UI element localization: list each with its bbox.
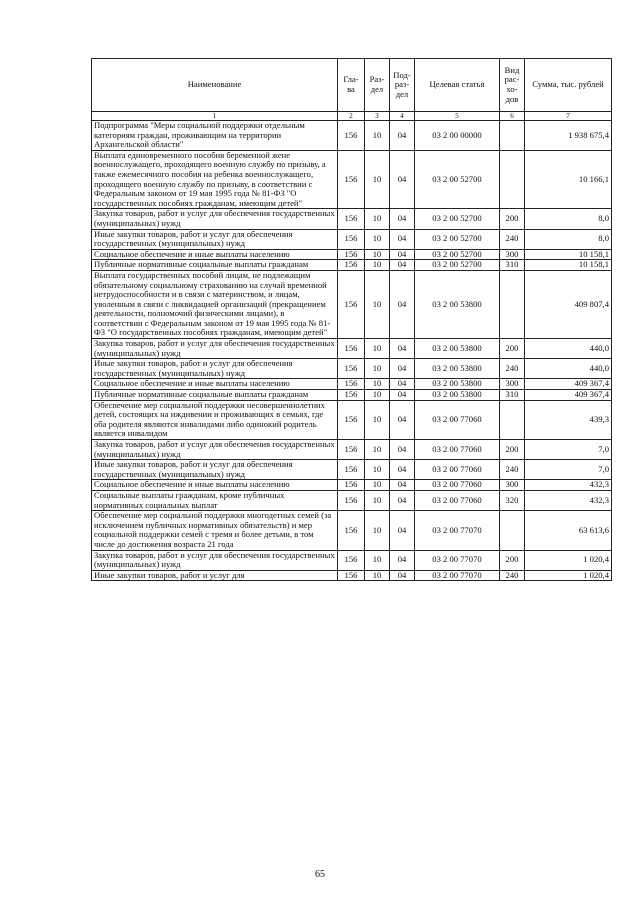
header-target-item: Целевая статья <box>415 59 500 112</box>
row-section: 10 <box>365 511 390 550</box>
header-row <box>92 59 612 112</box>
table-row <box>92 570 612 581</box>
table-row <box>92 460 612 480</box>
header-section: Раз-дел <box>365 59 390 112</box>
row-target-item: 03 2 00 53800 <box>415 379 500 390</box>
row-amount: 10 166,1 <box>525 150 612 209</box>
row-amount: 7,0 <box>525 460 612 480</box>
table-row <box>92 400 612 439</box>
budget-table <box>91 58 612 581</box>
row-subsection: 04 <box>390 379 415 390</box>
row-amount: 409 807,4 <box>525 270 612 338</box>
row-name: Закупка товаров, работ и услуг для обеспечения государственных (муниципальных) нужд <box>92 440 338 460</box>
row-chapter: 156 <box>338 121 365 151</box>
column-number: 1 <box>92 112 338 121</box>
row-name: Подпрограмма "Меры социальной поддержки отдельным категориям граждан, проживающим на территории Архангельской области" <box>92 121 338 151</box>
header-amount: Сумма, тыс. рублей <box>525 59 612 112</box>
column-number: 7 <box>525 112 612 121</box>
row-name: Обеспечение мер социальной поддержки несовершеннолетних детей, состоящих на иждивении и проживающих в семьях, где оба родителя являются инвалидами либо одинокий родитель является инвалидом <box>92 400 338 439</box>
row-target-item: 03 2 00 53800 <box>415 390 500 401</box>
row-section: 10 <box>365 121 390 151</box>
row-target-item: 03 2 00 77070 <box>415 570 500 581</box>
table-row <box>92 511 612 550</box>
row-name: Публичные нормативные социальные выплаты гражданам <box>92 390 338 401</box>
table-row <box>92 390 612 401</box>
row-subsection: 04 <box>390 480 415 491</box>
row-amount: 1 938 675,4 <box>525 121 612 151</box>
row-section: 10 <box>365 379 390 390</box>
row-chapter: 156 <box>338 400 365 439</box>
row-section: 10 <box>365 359 390 379</box>
row-expense-type: 320 <box>500 490 525 510</box>
row-target-item: 03 2 00 52700 <box>415 260 500 271</box>
row-amount: 439,3 <box>525 400 612 439</box>
row-name: Иные закупки товаров, работ и услуг для <box>92 570 338 581</box>
row-target-item: 03 2 00 52700 <box>415 229 500 249</box>
row-target-item: 03 2 00 53800 <box>415 270 500 338</box>
row-section: 10 <box>365 570 390 581</box>
row-chapter: 156 <box>338 511 365 550</box>
row-expense-type <box>500 511 525 550</box>
row-target-item: 03 2 00 77060 <box>415 440 500 460</box>
row-subsection: 04 <box>390 550 415 570</box>
row-chapter: 156 <box>338 550 365 570</box>
row-expense-type: 300 <box>500 480 525 491</box>
row-subsection: 04 <box>390 339 415 359</box>
row-chapter: 156 <box>338 570 365 581</box>
row-section: 10 <box>365 150 390 209</box>
row-amount: 8,0 <box>525 229 612 249</box>
row-name: Выплата единовременного пособия беременной жене военнослужащего, проходящего военную службу по призыву, а также ежемесячного пособия на ребенка военнослужащего, проходящего военную службу по призыву, в соответствии с Федеральным законом от 19 мая 1995 года № 81-ФЗ "О государственных пособиях гражданам, имеющим детей" <box>92 150 338 209</box>
row-subsection: 04 <box>390 229 415 249</box>
row-expense-type: 200 <box>500 550 525 570</box>
row-subsection: 04 <box>390 511 415 550</box>
row-subsection: 04 <box>390 390 415 401</box>
row-section: 10 <box>365 339 390 359</box>
row-amount: 8,0 <box>525 209 612 229</box>
row-chapter: 156 <box>338 270 365 338</box>
table-row <box>92 490 612 510</box>
row-amount: 409 367,4 <box>525 390 612 401</box>
row-subsection: 04 <box>390 270 415 338</box>
row-chapter: 156 <box>338 229 365 249</box>
row-subsection: 04 <box>390 570 415 581</box>
row-name: Закупка товаров, работ и услуг для обеспечения государственных (муниципальных) нужд <box>92 339 338 359</box>
row-name: Иные закупки товаров, работ и услуг для обеспечения государственных (муниципальных) нужд <box>92 359 338 379</box>
row-amount: 1 020,4 <box>525 550 612 570</box>
table-row <box>92 379 612 390</box>
row-name: Обеспечение мер социальной поддержки многодетных семей (за исключением публичных нормативных обязательств) и мер социальной поддержки семей с тремя и более детьми, в том числе до достижения возраста 21 года <box>92 511 338 550</box>
table-row <box>92 270 612 338</box>
row-section: 10 <box>365 440 390 460</box>
row-section: 10 <box>365 249 390 260</box>
row-chapter: 156 <box>338 480 365 491</box>
row-name: Иные закупки товаров, работ и услуг для обеспечения государственных (муниципальных) нужд <box>92 460 338 480</box>
row-expense-type: 200 <box>500 209 525 229</box>
row-amount: 10 158,1 <box>525 249 612 260</box>
row-expense-type: 310 <box>500 260 525 271</box>
row-expense-type <box>500 400 525 439</box>
header-expense-type: Вид рас-хо-дов <box>500 59 525 112</box>
row-chapter: 156 <box>338 260 365 271</box>
row-expense-type: 200 <box>500 440 525 460</box>
row-target-item: 03 2 00 52700 <box>415 150 500 209</box>
row-target-item: 03 2 00 77070 <box>415 511 500 550</box>
row-expense-type: 240 <box>500 460 525 480</box>
row-name: Социальные выплаты гражданам, кроме публичных нормативных социальных выплат <box>92 490 338 510</box>
column-number: 6 <box>500 112 525 121</box>
page-number: 65 <box>315 869 325 880</box>
row-subsection: 04 <box>390 260 415 271</box>
row-section: 10 <box>365 270 390 338</box>
header-chapter: Гла-ва <box>338 59 365 112</box>
row-target-item: 03 2 00 77070 <box>415 550 500 570</box>
table-row <box>92 249 612 260</box>
row-chapter: 156 <box>338 379 365 390</box>
table-row <box>92 359 612 379</box>
row-target-item: 03 2 00 00000 <box>415 121 500 151</box>
row-section: 10 <box>365 229 390 249</box>
row-expense-type <box>500 270 525 338</box>
row-expense-type <box>500 121 525 151</box>
table-row <box>92 339 612 359</box>
table-row <box>92 550 612 570</box>
row-expense-type: 200 <box>500 339 525 359</box>
row-name: Социальное обеспечение и иные выплаты населению <box>92 249 338 260</box>
row-section: 10 <box>365 390 390 401</box>
row-amount: 63 613,6 <box>525 511 612 550</box>
row-target-item: 03 2 00 53800 <box>415 339 500 359</box>
row-expense-type: 240 <box>500 359 525 379</box>
row-chapter: 156 <box>338 359 365 379</box>
column-number: 4 <box>390 112 415 121</box>
row-chapter: 156 <box>338 339 365 359</box>
row-chapter: 156 <box>338 249 365 260</box>
table-row <box>92 260 612 271</box>
row-name: Социальное обеспечение и иные выплаты населению <box>92 480 338 491</box>
row-target-item: 03 2 00 77060 <box>415 460 500 480</box>
row-amount: 432,3 <box>525 480 612 491</box>
row-name: Закупка товаров, работ и услуг для обеспечения государственных (муниципальных) нужд <box>92 209 338 229</box>
row-amount: 10 158,1 <box>525 260 612 271</box>
row-subsection: 04 <box>390 249 415 260</box>
row-target-item: 03 2 00 77060 <box>415 490 500 510</box>
row-subsection: 04 <box>390 460 415 480</box>
row-subsection: 04 <box>390 440 415 460</box>
table-row <box>92 150 612 209</box>
table-row <box>92 121 612 151</box>
header-name: Наименование <box>92 59 338 112</box>
row-name: Публичные нормативные социальные выплаты гражданам <box>92 260 338 271</box>
row-name: Закупка товаров, работ и услуг для обеспечения государственных (муниципальных) нужд <box>92 550 338 570</box>
row-expense-type <box>500 150 525 209</box>
row-section: 10 <box>365 400 390 439</box>
row-subsection: 04 <box>390 121 415 151</box>
row-amount: 1 020,4 <box>525 570 612 581</box>
table-row <box>92 440 612 460</box>
row-chapter: 156 <box>338 390 365 401</box>
row-subsection: 04 <box>390 150 415 209</box>
row-amount: 440,0 <box>525 359 612 379</box>
row-amount: 409 367,4 <box>525 379 612 390</box>
table-row <box>92 209 612 229</box>
row-section: 10 <box>365 480 390 491</box>
row-name: Социальное обеспечение и иные выплаты населению <box>92 379 338 390</box>
header-subsection: Под-раз-дел <box>390 59 415 112</box>
row-name: Выплата государственных пособий лицам, не подлежащим обязательному социальному страхованию на случай временной нетрудоспособности и в связи с материнством, и лицам, уволенным в связи с ликвидацией организаций (прекращением деятельности, полномочий физическими лицами), в соответствии с Федеральным законом от 19 мая 1995 года № 81-ФЗ "О государственных пособиях гражданам, имеющим детей" <box>92 270 338 338</box>
row-name: Иные закупки товаров, работ и услуг для обеспечения государственных (муниципальных) нужд <box>92 229 338 249</box>
row-subsection: 04 <box>390 490 415 510</box>
row-target-item: 03 2 00 53800 <box>415 359 500 379</box>
row-section: 10 <box>365 209 390 229</box>
row-subsection: 04 <box>390 359 415 379</box>
row-expense-type: 310 <box>500 390 525 401</box>
column-number: 3 <box>365 112 390 121</box>
row-expense-type: 240 <box>500 229 525 249</box>
table-row <box>92 229 612 249</box>
row-target-item: 03 2 00 52700 <box>415 209 500 229</box>
column-number: 2 <box>338 112 365 121</box>
row-amount: 7,0 <box>525 440 612 460</box>
row-target-item: 03 2 00 77060 <box>415 400 500 439</box>
row-target-item: 03 2 00 52700 <box>415 249 500 260</box>
row-subsection: 04 <box>390 400 415 439</box>
row-section: 10 <box>365 460 390 480</box>
row-chapter: 156 <box>338 490 365 510</box>
row-expense-type: 300 <box>500 249 525 260</box>
row-chapter: 156 <box>338 209 365 229</box>
row-subsection: 04 <box>390 209 415 229</box>
row-chapter: 156 <box>338 460 365 480</box>
row-chapter: 156 <box>338 440 365 460</box>
table-row <box>92 480 612 491</box>
row-amount: 432,3 <box>525 490 612 510</box>
row-expense-type: 240 <box>500 570 525 581</box>
row-target-item: 03 2 00 77060 <box>415 480 500 491</box>
row-amount: 440,0 <box>525 339 612 359</box>
row-expense-type: 300 <box>500 379 525 390</box>
row-section: 10 <box>365 260 390 271</box>
row-section: 10 <box>365 550 390 570</box>
row-section: 10 <box>365 490 390 510</box>
column-number: 5 <box>415 112 500 121</box>
row-chapter: 156 <box>338 150 365 209</box>
